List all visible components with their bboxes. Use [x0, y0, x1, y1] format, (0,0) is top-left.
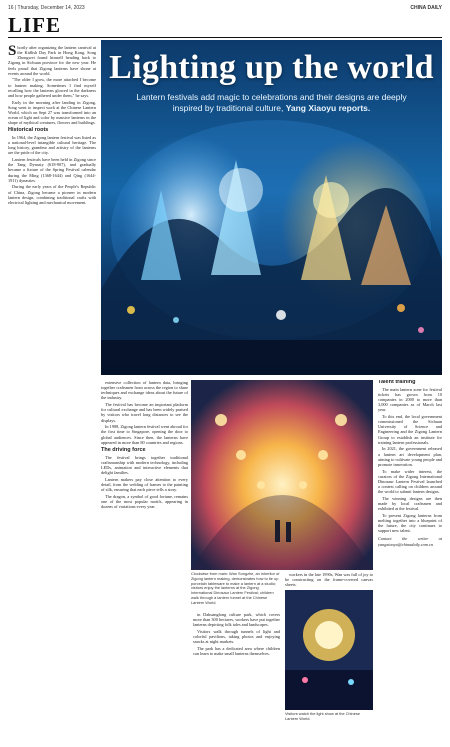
- standfirst-text: Lantern festivals add magic to celebrations and their designs are deeply inspired by traditional culture,: [136, 92, 407, 113]
- lantern-scene-illustration: [101, 40, 442, 375]
- body-paragraph: The park has a dedicated area where children can learn to make small lanterns themselves.: [193, 645, 280, 657]
- section-title: LIFE: [8, 13, 62, 37]
- light-show-photo: [285, 590, 373, 710]
- body-paragraph: Lantern makers pay close attention to every detail, from the welding of frames to the painting of silk, ensuring that each piece tells a story.: [101, 476, 188, 492]
- intro-paragraph: In 1964, the Zigong lantern festival was listed as a national-level intangible cultural heritage. The long history, grandeur and artistry of the lanterns are the pride of the city.: [8, 135, 96, 156]
- intro-paragraph: Early in the morning after landing in Zigong, Song went to inspect work at the Chinese Lantern World, which on Sept 27 was transformed into an ocean of light and color by massive lanterns in the shape of mythical creatures, flowers and buildings.: [8, 99, 96, 126]
- page-header: [8, 4, 442, 14]
- body-paragraph: To present Zigong lanterns from melting together into a blueprint of the future, the city continues to support new talent.: [378, 512, 442, 534]
- body-paragraph: The dragon, a symbol of good fortune, remains one of the most popular motifs, appearing in dozens of variations every year.: [101, 493, 188, 509]
- small-photo-caption: Visitors watch the light show at the Chinese Lantern World.: [285, 711, 360, 721]
- subhead-driving-force: The driving force: [101, 446, 146, 453]
- hero-photo: [101, 40, 442, 375]
- main-photo-caption: Clockwise from main: Wan Songzhe, an inheritor of Zigong lantern making, demonstrates how to tie up porcelain tableware to make a lantern at a studio; visitors enjoy the lanterns at the Zigong International Dinosaur Lantern Festival; children walk through a lantern tunnel at the Chinese Lantern World.: [191, 571, 280, 605]
- body-paragraph: workers in the late 1990s, Wan was full of joy to be constructing on the frame-covered canvas sheets.: [285, 572, 373, 588]
- section-rule: [8, 37, 442, 38]
- masthead: CHINA DAILY: [410, 5, 442, 11]
- issue-date: 16 | Thursday, December 14, 2023: [8, 5, 85, 11]
- body-paragraph: In 2021, the government released a lantern art development plan, aiming to cultivate young people and promote innovation.: [378, 446, 442, 467]
- body-column-2: [101, 380, 188, 741]
- photo-illustration: [191, 380, 373, 570]
- body-paragraph: In 1988, Zigong lantern festival went abroad for the first time to Singapore, opening the door to global audiences. Since then, the lanterns have appeared in more than 80 countries and regions.: [101, 424, 188, 445]
- small-photo-illustration: [285, 590, 373, 710]
- body-column-right: [378, 380, 442, 741]
- body-paragraph: To make wider interest, the curators of the Zigong International Dinosaur Lantern Festival launched a contest calling on children around the world to submit lantern designs.: [378, 468, 442, 495]
- subhead-talent-training: Talent training: [378, 380, 416, 385]
- body-paragraph: The main lantern zone for festival tickets has grown from 10 companies in 2000 to more than 3,000 companies as of March last year.: [378, 386, 442, 413]
- subhead-historical-roots: Historical roots: [8, 127, 49, 134]
- body-paragraph: extensive collection of lantern data, bringing together craftsmen from across the region to share techniques and exchange ideas about the future of the industry.: [101, 380, 188, 401]
- body-paragraph: To this end, the local government commissioned the Sichuan University of Science and Engineering and the Zigong Lantern Group to establish an institute for training lantern professionals.: [378, 413, 442, 445]
- standfirst: [131, 92, 412, 114]
- body-column-3: [193, 612, 280, 741]
- body-paragraph: The winning designs are then made by local craftsmen and exhibited at the festival.: [378, 495, 442, 512]
- body-paragraph: The festival brings together traditional craftsmanship with modern technology, including LEDs, animation and interactive elements that delight families.: [101, 454, 188, 475]
- intro-paragraph: During the early years of the People's Republic of China, Zigong became a pioneer in modern lantern design, combining traditional crafts with electrical lighting and mechanical movement.: [8, 184, 96, 205]
- intro-paragraph: Lantern festivals have been held in Zigong since the Tang Dynasty (618-907), and gradually became a fixture of the Spring Festival calendar during the Ming (1368-1644) and Qing (1644-1911) dynasties.: [8, 157, 96, 183]
- drop-cap: S: [8, 45, 17, 59]
- headline: Lighting up the world: [109, 49, 434, 86]
- body-paragraph: The festival has become an important platform for cultural exchange and has been widely praised by visitors who travel long distances to see the displays.: [101, 402, 188, 423]
- body-column-4: [285, 572, 373, 590]
- body-paragraph: in Dahuanglong culture park, which covers more than 300 hectares, workers have put together lanterns depicting folk tales and landscapes.: [193, 612, 280, 628]
- intro-paragraph: "The older I grow, the more attached I become to lantern making. Sometimes I find myself recalling how the lanterns glowed in the darkness and how people gathered under them," he says.: [8, 77, 96, 98]
- body-paragraph: Visitors walk through tunnels of light and colorful pavilions, taking photos and enjoying snacks at night markets.: [193, 628, 280, 645]
- intro-paragraph: Shortly after organizing the lantern carnival at the Kidlish Day Park in Hong Kong, Song Zhongwei found himself heading back to Zigong in Sichuan province for the new year. He feels proud that Zigong lanterns have shone at events around the world.: [8, 45, 96, 76]
- byline: Yang Xiaoyu reports.: [285, 103, 371, 113]
- intro-column: [8, 45, 96, 741]
- contact-line: Contact the writer at yangxiaoyu@chinadaily.com.cn: [378, 536, 442, 547]
- lantern-tunnel-photo: [191, 380, 373, 570]
